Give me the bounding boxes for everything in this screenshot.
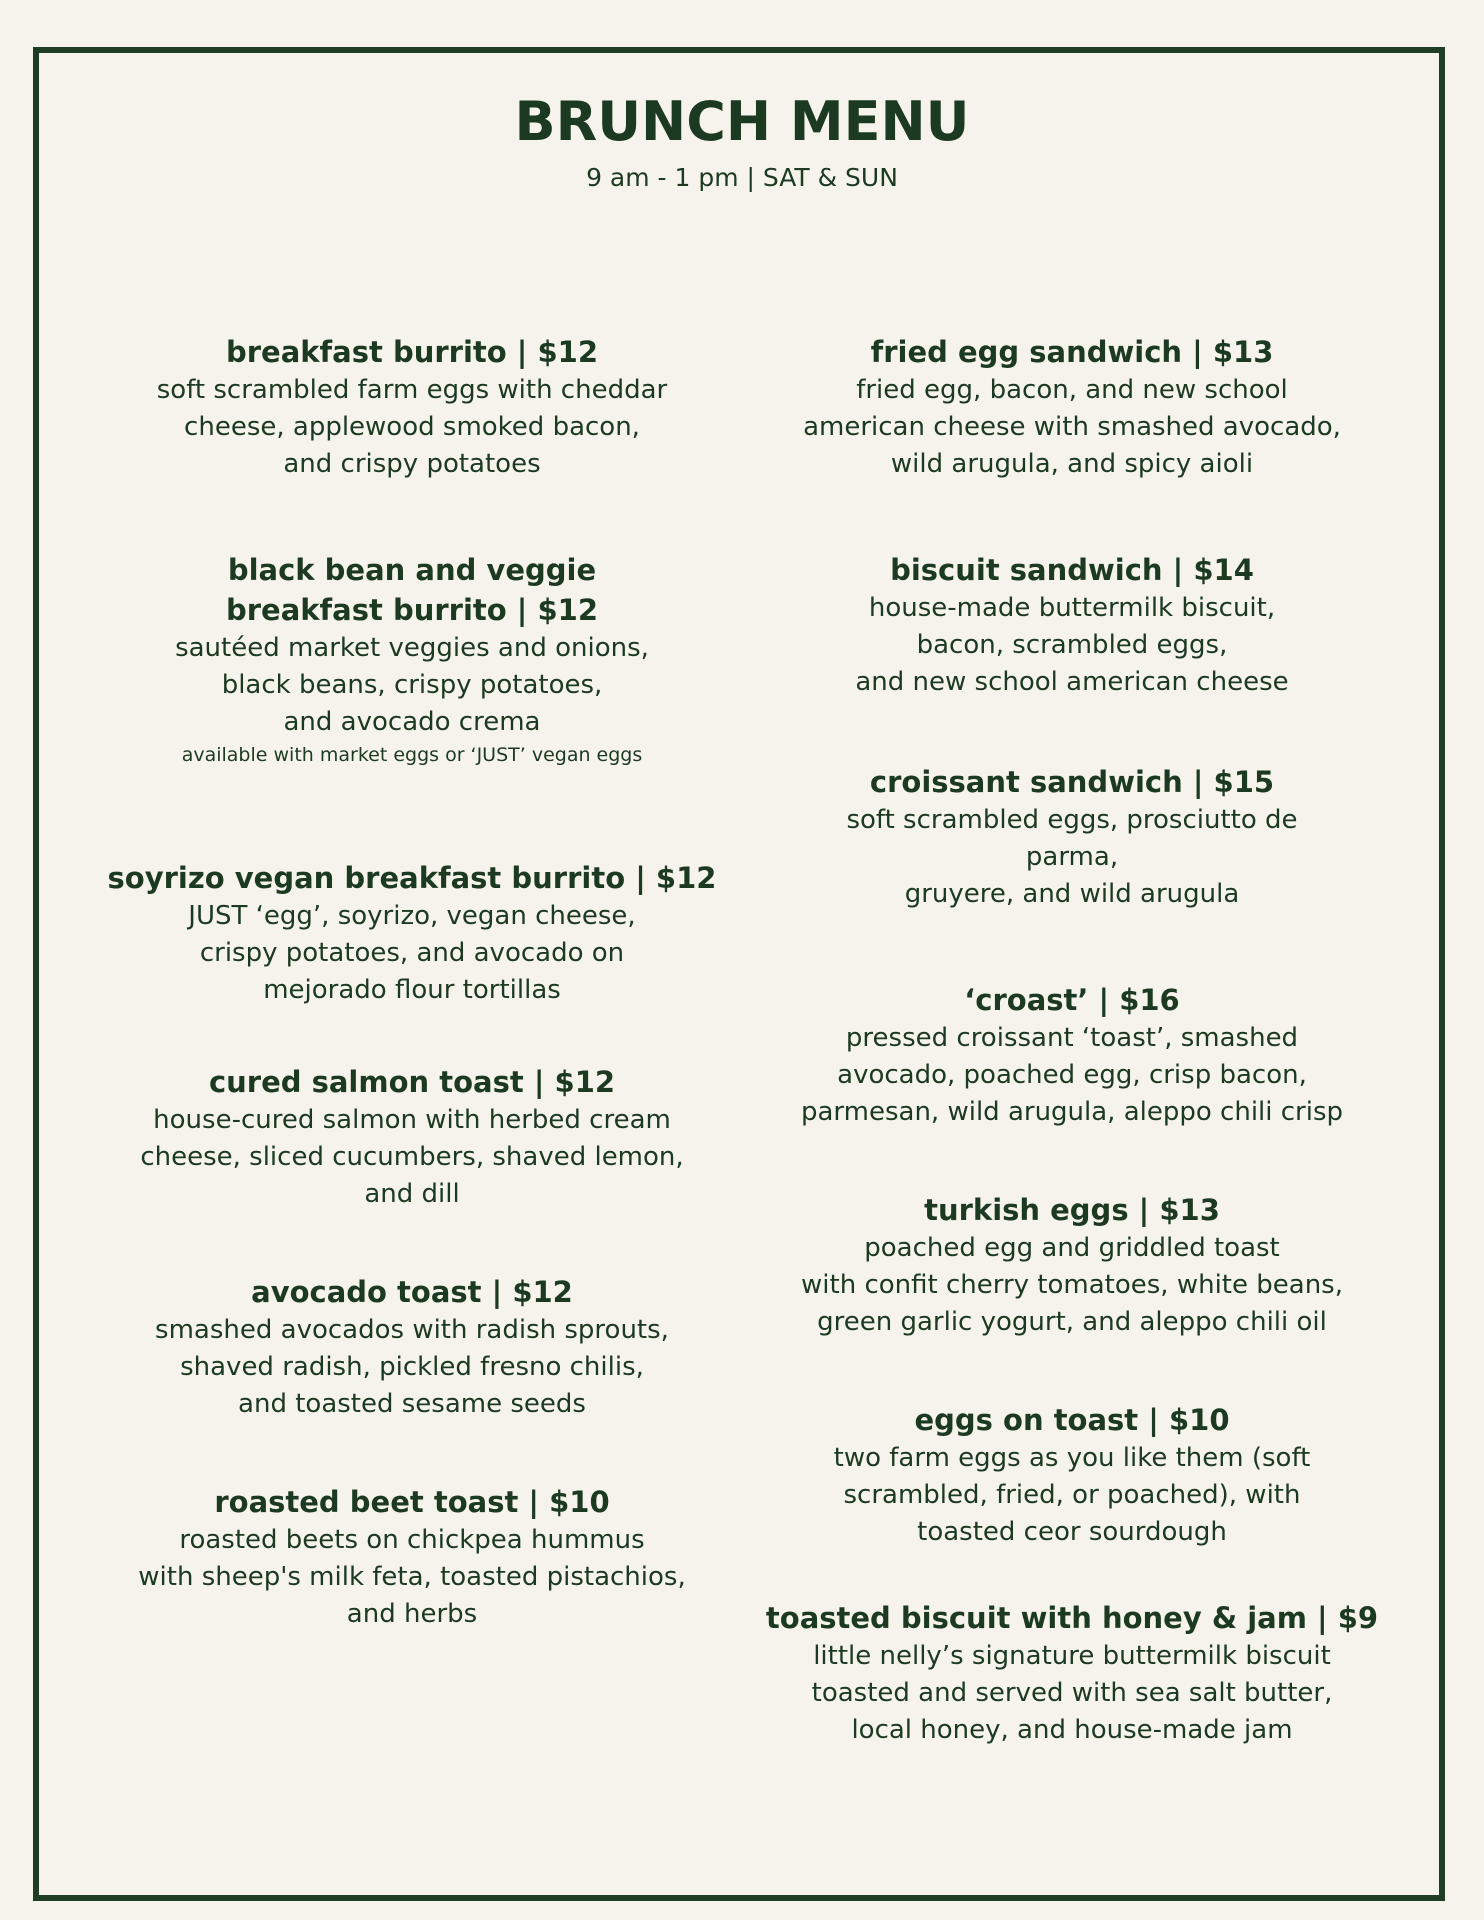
menu-item-title: croissant sandwich | $15 (869, 765, 1275, 799)
menu-item-breakfast-burrito (92, 332, 732, 483)
menu-item-description: with confit cherry tomatoes, white beans, (801, 1270, 1343, 1300)
menu-item-description: avocado, poached egg, crisp bacon, (837, 1060, 1307, 1090)
menu-item-description: and dill (364, 1179, 460, 1209)
menu-item-description: poached egg and griddled toast (864, 1233, 1280, 1263)
menu-item-biscuit-sandwich (752, 550, 1392, 701)
menu-item-description: little nelly’s signature buttermilk biscuit (813, 1641, 1331, 1671)
menu-item-croissant-sandwich (752, 762, 1392, 913)
menu-item-turkish-eggs (752, 1190, 1392, 1341)
menu-item-description: and crispy potatoes (283, 449, 541, 479)
menu-item-toasted-biscuit (752, 1598, 1392, 1749)
menu-item-description: with sheep's milk feta, toasted pistachios, (138, 1562, 686, 1592)
menu-item-description: local honey, and house-made jam (851, 1715, 1293, 1745)
menu-item-description: and herbs (346, 1599, 478, 1629)
menu-item-description: and new school american cheese (855, 667, 1289, 697)
menu-item-description: toasted ceor sourdough (917, 1517, 1227, 1547)
menu-hours: 9 am - 1 pm | SAT & SUN (586, 163, 898, 192)
menu-item-title: avocado toast | $12 (251, 1275, 573, 1309)
menu-item-description: scrambled, fried, or poached), with (843, 1480, 1301, 1510)
menu-item-roasted-beet-toast (92, 1482, 732, 1633)
menu-item-title: breakfast burrito | $12 (225, 335, 599, 369)
menu-header (0, 90, 1484, 194)
menu-item-description: gruyere, and wild arugula (904, 879, 1240, 909)
menu-item-description: and avocado crema (283, 707, 541, 737)
menu-item-title: black bean and veggie (227, 553, 597, 587)
menu-item-description: green garlic yogurt, and aleppo chili oil (817, 1307, 1327, 1337)
menu-item-description: bacon, scrambled eggs, (916, 630, 1228, 660)
menu-item-eggs-on-toast (752, 1400, 1392, 1551)
menu-item-avocado-toast (92, 1272, 732, 1423)
menu-item-description: JUST ‘egg’, soyrizo, vegan cheese, (188, 901, 636, 931)
menu-item-fried-egg-sandwich (752, 332, 1392, 483)
menu-item-description: black beans, crispy potatoes, (221, 670, 603, 700)
menu-item-title: soyrizo vegan breakfast burrito | $12 (107, 861, 717, 895)
menu-item-description: mejorado flour tortillas (263, 975, 561, 1005)
menu-item-description: shaved radish, pickled fresno chilis, (180, 1352, 644, 1382)
menu-item-description: fried egg, bacon, and new school (856, 375, 1288, 405)
menu-item-description: soft scrambled eggs, prosciutto de (846, 805, 1298, 835)
menu-item-description: smashed avocados with radish sprouts, (155, 1315, 669, 1345)
menu-item-description: sautéed market veggies and onions, (175, 633, 649, 663)
menu-item-title: roasted beet toast | $10 (214, 1485, 610, 1519)
menu-item-cured-salmon-toast (92, 1062, 732, 1213)
menu-item-soyrizo-burrito (92, 858, 732, 1009)
menu-item-description: parma, (1025, 842, 1119, 872)
menu-item-title: fried egg sandwich | $13 (870, 335, 1274, 369)
menu-item-description: house-made buttermilk biscuit, (868, 593, 1276, 623)
menu-item-note: available with market eggs or ‘JUST’ vegan eggs (181, 744, 643, 766)
menu-item-description: cheese, applewood smoked bacon, (184, 412, 640, 442)
menu-item-title: breakfast burrito | $12 (225, 593, 599, 627)
menu-item-description: cheese, sliced cucumbers, shaved lemon, (140, 1142, 684, 1172)
menu-item-description: and toasted sesame seeds (238, 1389, 586, 1419)
menu-item-title: toasted biscuit with honey & jam | $9 (765, 1601, 1379, 1635)
menu-item-title: eggs on toast | $10 (914, 1403, 1230, 1437)
menu-item-description: parmesan, wild arugula, aleppo chili crisp (800, 1097, 1344, 1127)
menu-item-description: toasted and served with sea salt butter, (811, 1678, 1333, 1708)
menu-title: BRUNCH MENU (514, 90, 970, 153)
menu-item-title: cured salmon toast | $12 (208, 1065, 616, 1099)
menu-item-croast (752, 980, 1392, 1131)
menu-item-description: american cheese with smashed avocado, (803, 412, 1341, 442)
menu-item-title: turkish eggs | $13 (924, 1193, 1220, 1227)
menu-item-title: biscuit sandwich | $14 (890, 553, 1254, 587)
menu-item-description: pressed croissant ‘toast’, smashed (845, 1023, 1299, 1053)
menu-item-description: wild arugula, and spicy aioli (890, 449, 1254, 479)
menu-item-description: crispy potatoes, and avocado on (199, 938, 625, 968)
menu-item-black-bean-burrito (92, 550, 732, 769)
menu-item-title: ‘croast’ | $16 (964, 983, 1180, 1017)
menu-item-description: soft scrambled farm eggs with cheddar (156, 375, 668, 405)
menu-item-description: two farm eggs as you like them (soft (833, 1443, 1311, 1473)
menu-item-description: roasted beets on chickpea hummus (179, 1525, 645, 1555)
menu-item-description: house-cured salmon with herbed cream (153, 1105, 671, 1135)
